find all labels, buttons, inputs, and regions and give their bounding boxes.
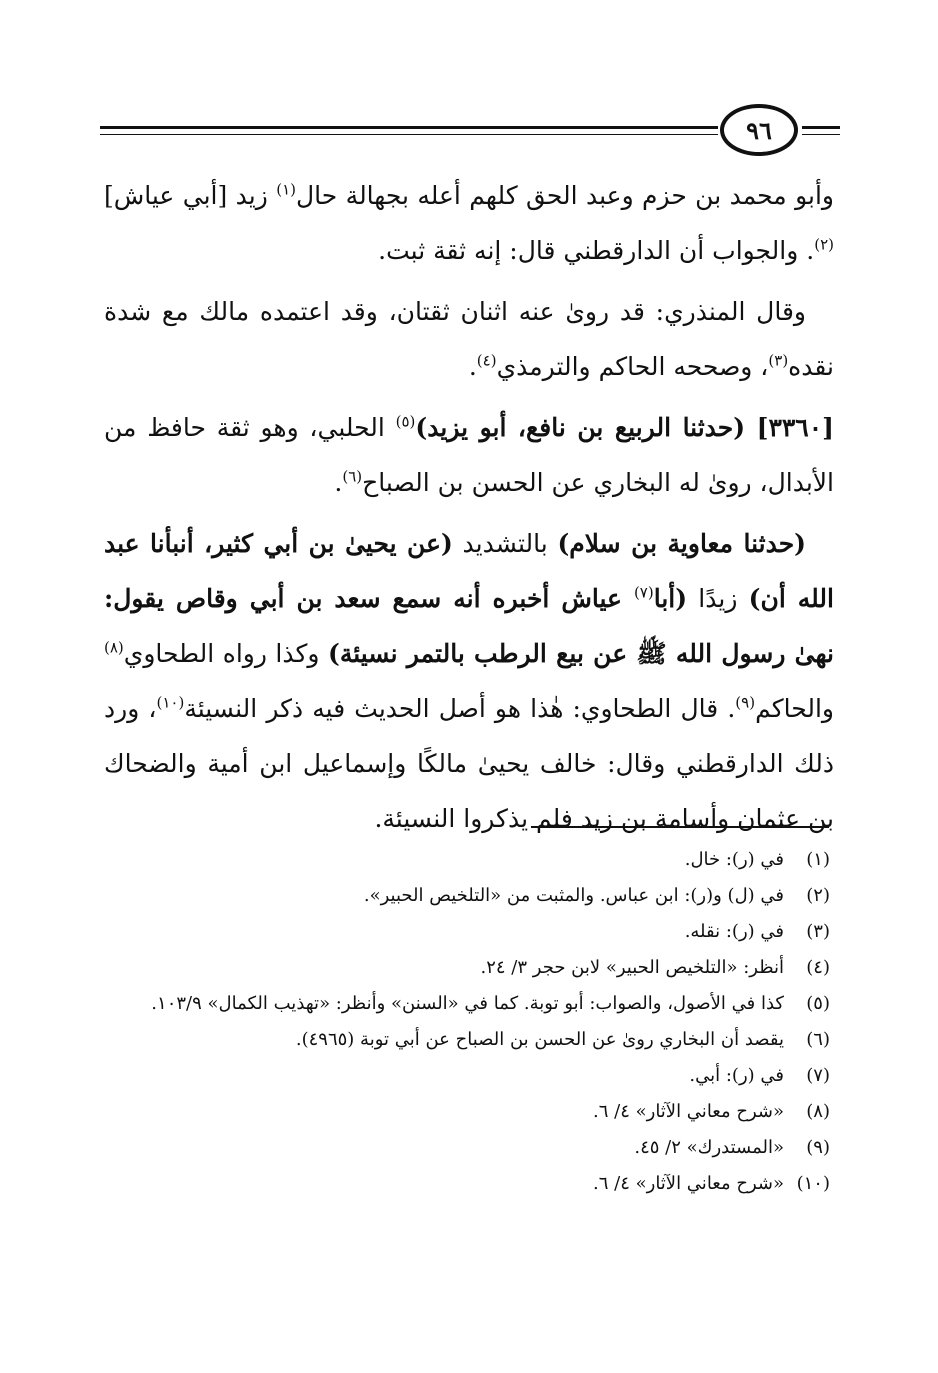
header-rule-top-right	[802, 126, 840, 129]
text-run: بالتشديد	[452, 529, 558, 558]
text-run: زيد [أبي عياش]	[104, 181, 277, 210]
footnote	[104, 842, 830, 878]
text-run: الحلبي، وهو ثقة حافظ من الأبدال، روىٰ له البخاري عن الحسن بن الصباح	[104, 413, 834, 497]
paragraph-2	[104, 284, 834, 394]
text-run: والحاكم	[755, 694, 834, 723]
paragraph-1	[104, 168, 834, 278]
text-run: .	[334, 468, 343, 497]
text-run: ، وصححه الحاكم والترمذي	[496, 352, 769, 381]
footnote-number: (٤)	[806, 957, 830, 978]
text-run: وأبو محمد بن حزم وعبد الحق كلهم أعله بجهالة حال	[296, 181, 834, 210]
footnote	[104, 950, 830, 986]
footnote-ref: (١٠)	[156, 693, 185, 712]
footnote-number: (٩)	[806, 1137, 830, 1158]
hadith-text: (حدثنا معاوية بن سلام)	[557, 529, 806, 558]
header-rule-top	[100, 126, 718, 129]
footnote-ref: (٨)	[104, 638, 124, 657]
footnote-text: أنظر: «التلخيص الحبير» لابن حجر ٣/ ٢٤.	[480, 957, 784, 978]
page-number: ٩٦	[720, 104, 798, 156]
footnote-ref: (٤)	[476, 351, 497, 370]
hadith-text: عياش أخبره أنه سمع سعد بن أبي وقاص يقول: نهىٰ رسول الله ﷺ عن بيع الرطب بالتمر نسيئة)	[104, 584, 834, 668]
footnote-ref: (٩)	[735, 693, 756, 712]
footnote-ref: (٧)	[633, 583, 654, 602]
footnote-number: (٧)	[806, 1065, 830, 1086]
text-run: ، ورد ذلك الدارقطني وقال: خالف يحيىٰ مالكًا وإسماعيل ابن أمية والضحاك بن عثمان وأسامة بن زيد فلم يذكروا النسيئة.	[104, 694, 834, 833]
footnote-text: في (ر): أبي.	[689, 1065, 784, 1086]
footnote	[104, 878, 830, 914]
text-run: . قال الطحاوي: هٰذا هو أصل الحديث فيه ذكر النسيئة	[184, 694, 736, 723]
text-run: .	[468, 352, 477, 381]
footnotes	[104, 842, 830, 1202]
header-rule-bottom-right	[802, 134, 840, 135]
main-text	[104, 168, 834, 852]
footnote	[104, 1022, 830, 1058]
footnote	[104, 986, 830, 1022]
footnote-number: (٢)	[806, 885, 830, 906]
footnote-text: في (ل) و(ر): ابن عباس. والمثبت من «التلخيص الحبير».	[363, 885, 784, 906]
footnote-ref: (١)	[276, 180, 297, 199]
footnote-text: في (ر): خال.	[684, 849, 784, 870]
footnote	[104, 1166, 830, 1202]
paragraph-3	[104, 400, 834, 510]
footnote-text: «المستدرك» ٢/ ٤٥.	[634, 1137, 784, 1158]
text-run: وكذا رواه الطحاوي	[123, 639, 328, 668]
page-header	[100, 104, 840, 160]
footnote-text: كذا في الأصول، والصواب: أبو توبة. كما في «السنن» وأنظر: «تهذيب الكمال» ١٠٣/٩.	[151, 993, 784, 1014]
footnote-text: في (ر): نقله.	[684, 921, 784, 942]
footnote-number: (١٠)	[796, 1173, 830, 1194]
text-run: زيدًا	[687, 584, 749, 613]
footnote	[104, 1058, 830, 1094]
footnote	[104, 1094, 830, 1130]
hadith-text: (عن يحيىٰ بن أبي كثير، أنبأنا عبد الله أن)	[104, 529, 834, 613]
footnote-text: يقصد أن البخاري روىٰ عن الحسن بن الصباح عن أبي توبة (٤٩٦٥).	[295, 1029, 784, 1050]
footnote	[104, 914, 830, 950]
footnote-ref: (٢)	[814, 235, 834, 254]
footnote-separator	[531, 826, 829, 828]
footnote-text: «شرح معاني الآثار» ٤/ ٦.	[593, 1173, 784, 1194]
footnote	[104, 1130, 830, 1166]
footnote-number: (٦)	[806, 1029, 830, 1050]
footnote-ref: (٣)	[768, 351, 789, 370]
header-rule-bottom	[100, 134, 718, 135]
hadith-text: (أبا	[653, 584, 688, 613]
footnote-number: (٣)	[806, 921, 830, 942]
footnote-ref: (٥)	[395, 412, 416, 431]
footnote-number: (١)	[806, 849, 830, 870]
footnote-number: (٨)	[806, 1101, 830, 1122]
text-run: وقال المنذري: قد روىٰ عنه اثنان ثقتان، وقد اعتمده مالك مع شدة نقده	[104, 297, 834, 381]
footnote-text: «شرح معاني الآثار» ٤/ ٦.	[593, 1101, 784, 1122]
footnote-number: (٥)	[806, 993, 830, 1014]
paragraph-4	[104, 516, 834, 846]
footnote-ref: (٦)	[342, 467, 363, 486]
text-run: . والجواب أن الدارقطني قال: إنه ثقة ثبت.	[378, 236, 815, 265]
hadith-heading: [٣٣٦٠] (حدثنا الربيع بن نافع، أبو يزيد)	[415, 413, 835, 442]
